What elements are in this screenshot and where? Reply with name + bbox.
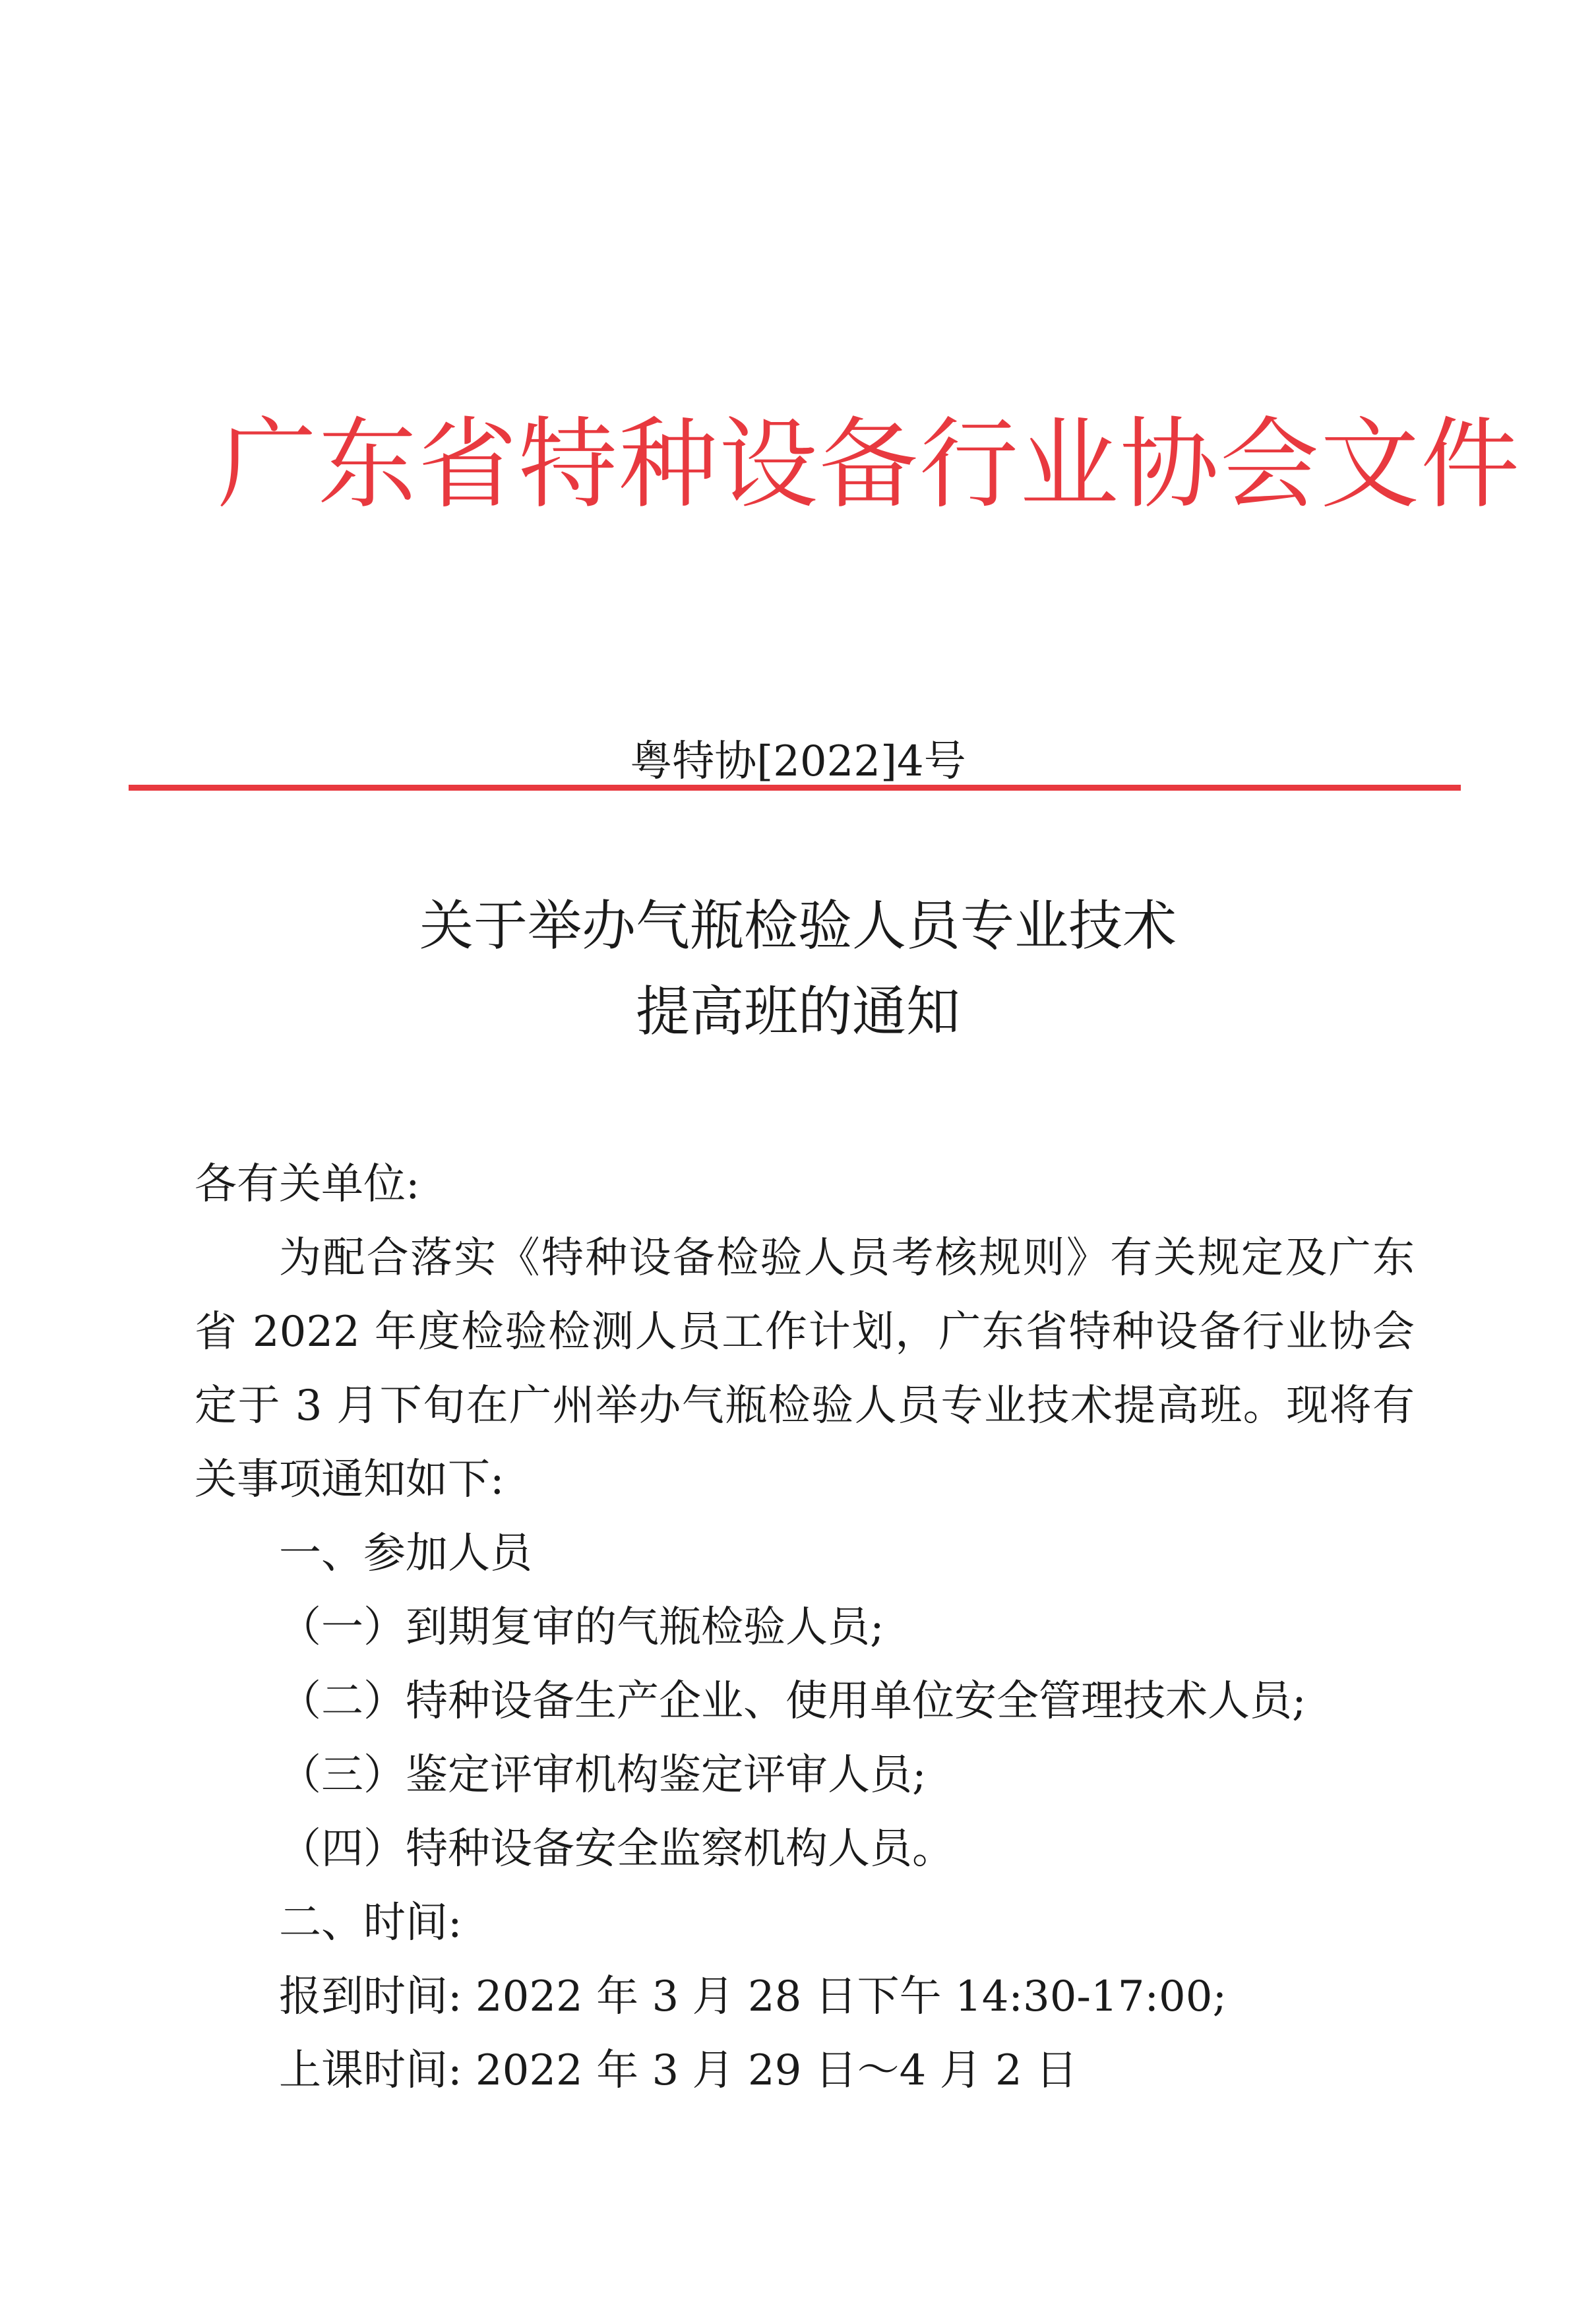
intro-paragraph: 为配合落实《特种设备检验人员考核规则》有关规定及广东省 2022 年度检验检测人员工作计划，广东省特种设备行业协会定于 3 月下旬在广州举办气瓶检验人员专业技术提高班。现将有关事项通知如下: [195,1234,1415,1504]
list-item: （一）到期复审的气瓶检验人员; [279,1603,884,1652]
salutation: 各有关单位: [195,1160,420,1209]
red-divider-line [129,785,1461,791]
notice-title [198,884,1398,1055]
document-number: 粤特协[2022]4号 [630,737,966,786]
list-item: （二）特种设备生产企业、使用单位安全管理技术人员; [279,1677,1306,1726]
list-item: （四）特种设备安全监察机构人员。 [279,1825,954,1873]
notice-title-line-2: 提高班的通知 [635,981,960,1043]
section-2-heading: 二、时间: [279,1899,462,1947]
class-time: 上课时间: 2022 年 3 月 29 日～4 月 2 日 [279,2046,1078,2095]
registration-time: 报到时间: 2022 年 3 月 28 日下午 14:30-17:00; [279,1972,1227,2021]
section-1-heading: 一、参加人员 [279,1529,532,1578]
notice-body [195,1147,1415,2108]
notice-title-line-1: 关于举办气瓶检验人员专业技术 [419,895,1177,958]
org-header-title: 广东省特种设备行业协会文件 [218,408,1521,522]
list-item: （三）鉴定评审机构鉴定评审人员; [279,1751,927,1800]
